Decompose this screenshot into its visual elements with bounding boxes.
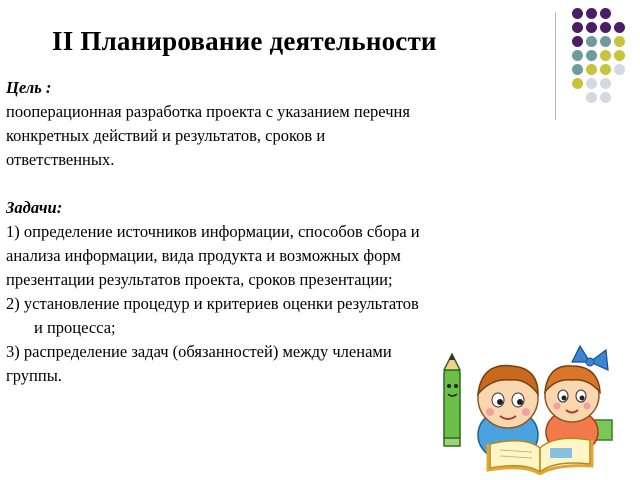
task-line: 1) определение источников информации, способов сбора и bbox=[6, 222, 420, 241]
task-line: 2) установление процедур и критериев оценки результатов bbox=[6, 294, 419, 313]
goal-text-line: ответственных. bbox=[6, 150, 115, 169]
dot bbox=[586, 8, 597, 19]
dot bbox=[600, 8, 611, 19]
dot bbox=[572, 78, 583, 89]
dot bbox=[572, 22, 583, 33]
dot bbox=[572, 8, 583, 19]
dot bbox=[586, 92, 597, 103]
dot bbox=[614, 64, 625, 75]
book-icon bbox=[488, 438, 592, 474]
task-item bbox=[6, 292, 526, 340]
dot bbox=[600, 64, 611, 75]
dot bbox=[600, 22, 611, 33]
goal-text-line: конкретных действий и результатов, сроков и bbox=[6, 126, 326, 145]
decorative-dot-grid bbox=[569, 8, 633, 108]
task-line: группы. bbox=[6, 366, 62, 385]
goal-text bbox=[6, 100, 526, 172]
task-line-continuation: и процесса; bbox=[34, 318, 116, 337]
dot bbox=[586, 64, 597, 75]
dot bbox=[600, 50, 611, 61]
dot bbox=[586, 50, 597, 61]
task-line: 3) распределение задач (обязанностей) между членами bbox=[6, 342, 392, 361]
goal-heading: Цель : bbox=[6, 78, 52, 97]
tasks-heading: Задачи: bbox=[6, 198, 63, 217]
dot bbox=[586, 22, 597, 33]
dot bbox=[586, 36, 597, 47]
decorative-divider bbox=[555, 12, 556, 120]
task-line: анализа информации, вида продукта и возможных форм bbox=[6, 246, 401, 265]
dot bbox=[614, 36, 625, 47]
dot bbox=[586, 78, 597, 89]
dot bbox=[572, 50, 583, 61]
dot bbox=[572, 36, 583, 47]
dot bbox=[614, 22, 625, 33]
children-reading-illustration bbox=[430, 340, 620, 475]
slide-title: II Планирование деятельности bbox=[52, 26, 437, 56]
pencil-icon bbox=[444, 354, 460, 446]
dot bbox=[600, 36, 611, 47]
dot bbox=[600, 78, 611, 89]
task-line: презентации результатов проекта, сроков презентации; bbox=[6, 270, 393, 289]
dot bbox=[572, 64, 583, 75]
task-item bbox=[6, 220, 526, 292]
dot bbox=[600, 92, 611, 103]
goal-text-line: пооперационная разработка проекта с указанием перечня bbox=[6, 102, 410, 121]
dot bbox=[614, 50, 625, 61]
